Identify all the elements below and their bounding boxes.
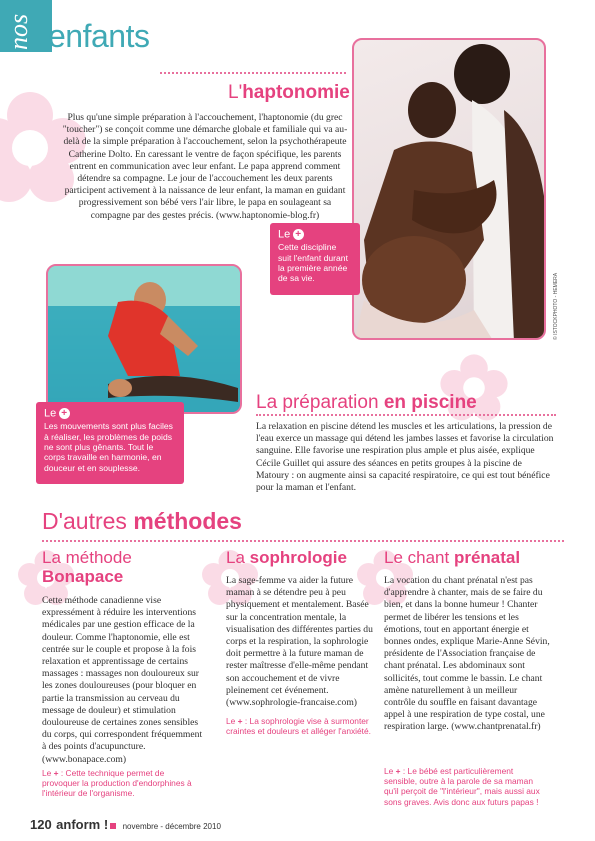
header-nos-label: nos [4,13,33,50]
section-title: enfants [48,18,150,54]
haptonomie-plus-text: Cette discipline suit l'enfant durant la première année de sa vie. [278,242,348,284]
bonapace-note-text: : Cette technique permet de provoquer la production d'endorphines à l'intérieur de l'organisme. [42,768,192,799]
sophrologie-note-text: : La sophrologie vise à surmonter craintes et douleurs et alléger l'anxiété. [226,716,371,737]
chant-title-bold: prénatal [453,548,521,567]
sophrologie-body: La sage-femme va aider la future maman à se détendre peu à peu physiquement et mentalement. Basée sur la concentration mentale, la visualisation des différentes parties du corps et la respiration, la sophrologie doit permettre à la future maman de rester maîtresse d'elle-même pendant son accouchement et de vivre pleinement cet événement. (www.sophrologie-francaise.com) [226,575,373,709]
note-label: Le [226,716,236,726]
magazine-name: anform ! [56,817,109,832]
plus-label: Le [278,228,291,241]
bonapace-body: Cette méthode canadienne vise expressément à réduire les interventions médicales par une gestion efficace de la douleur. Comme l'haptonomie, elle est centrée sur le couple et propose à la fois relaxation et apprentissage de certains massages : massages non douloureux sur les zones douloureuses (pour bloquer en partie la transmission au cerveau du message de douleur) et stimulation douloureuse de certaines zones sensibles du corps, qui correspondent fréquemment à des points d'acupuncture. (www.bonapace.com) [42,595,203,765]
divider-piscine [256,414,556,416]
chant-body: La vocation du chant prénatal n'est pas d'apprendre à chanter, mais de se faire du bien, et dans la bonne humeur ! Chanter permet de libérer les tensions et les émotions, tout en apportant énergie et bonnes ondes, explique Marie-Anne Sévin, présidente de l'Association française de chant prénatal. Les abdominaux sont sollicités, tout comme le bassin. Le chant amène naturellement à un meilleur contrôle du souffle en faisant davantage appel à une respiration de type costal, une respiration large. (www.chantprenatal.fr) [384,575,550,733]
bonapace-note [42,768,202,799]
autres-methodes-title [42,508,242,535]
divider-autres [42,540,564,542]
note-label: Le [384,766,394,776]
haptonomie-body: Plus qu'une simple préparation à l'accouchement, l'haptonomie (du grec "toucher") se conçoit comme une démarche globale et familiale qui va au-delà de la simple préparation à l'accouchement, selon la psychothérapeute Catherine Dolto. En caressant le ventre de façon spécifique, les parents entrent en communication avec leur enfant. Le papa apprend comment détendre sa compagne. Le jour de l'accouchement les deux parents participent activement à la naissance de leur enfant, la maman en guidant progressivement son bébé vers l'air libre, le papa en soulageant sa compagne par des gestes précis. (www.haptonomie-blog.fr) [62,112,348,221]
footer-square-icon [110,823,116,829]
haptonomie-plus-box [270,223,360,295]
autres-title-pre: D'autres [42,508,127,534]
photo-credit: © ISTOCKPHOTO - HEMERA [553,272,559,340]
page-number: 120 [30,817,52,832]
piscine-body: La relaxation en piscine détend les muscles et les articulations, la pression de l'eau exerce un massage qui détend les jambes lasses et favorise la circulation sanguine. Elle favorise une respiration plus ample et plus aisée, explique Cécile Guillet qui assure des séances en petits groupes à la piscine de Matoury : on augmente ainsi sa capacité respiratoire, ce qui est tout bénéfice pour la maman et l'enfant. [256,421,554,494]
plus-header [278,229,352,240]
piscine-plus-box [36,402,184,484]
sophrologie-title-bold: sophrologie [249,548,347,567]
haptonomie-title-pre: L' [228,82,243,103]
chant-title-pre: Le chant [384,548,450,567]
issue-date: novembre - décembre 2010 [122,822,221,831]
sophrologie-note [226,716,372,736]
bonapace-title [42,548,212,586]
plus-header [44,408,176,419]
note-plus-icon: + [53,768,59,778]
sophrologie-title [226,548,386,567]
sophrologie-title-pre: La [226,548,245,567]
chant-note-text: : Le bébé est particulièrement sensible, outre à la parole de sa maman qu'il perçoit de "l'intérieur", mais aussi aux sons graves. Avis donc aux futurs papas ! [384,766,540,807]
piscine-plus-text: Les mouvements sont plus faciles à réaliser, les problèmes de poids ne sont plus gênants. Tout le corps travaille en harmonie, en douceur et en souplesse. [44,421,173,473]
photo-piscine [46,264,242,414]
photo-pregnant-couple [352,38,546,340]
bonapace-title-pre: La méthode [42,548,132,567]
plus-label: Le [44,407,57,420]
chant-note [384,766,548,807]
plus-icon: + [59,408,70,419]
note-label: Le [42,768,52,778]
page-footer [30,816,221,834]
haptonomie-title-bold: haptonomie [242,82,350,103]
piscine-title [256,392,496,414]
flower-decoration-piscine [438,352,480,394]
piscine-title-bold: en piscine [383,392,477,413]
bonapace-title-bold: Bonapace [42,567,124,586]
note-plus-icon: + [237,716,243,726]
plus-icon: + [293,229,304,240]
pool-illustration [48,266,242,414]
haptonomie-title [228,82,348,104]
autres-title-bold: méthodes [133,508,242,534]
note-plus-icon: + [395,766,401,776]
divider-haptonomie [160,72,346,74]
couple-illustration [354,40,546,340]
piscine-title-pre: La préparation [256,392,379,413]
chant-title [384,548,564,567]
